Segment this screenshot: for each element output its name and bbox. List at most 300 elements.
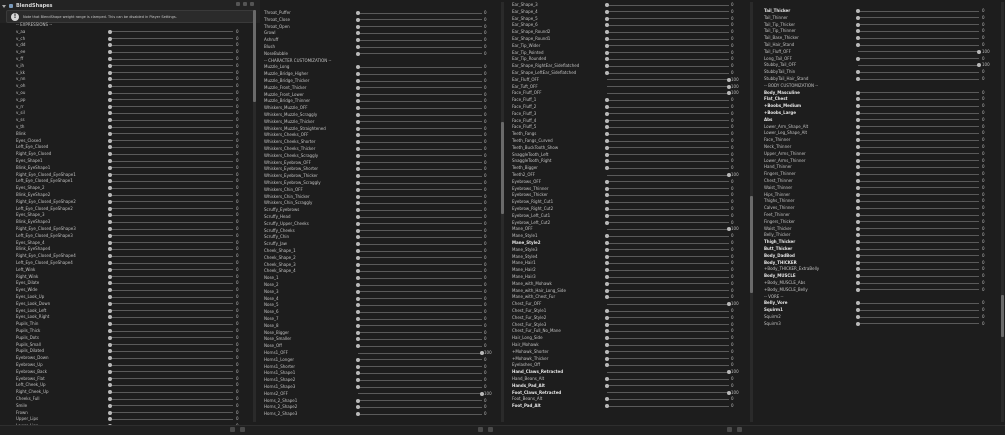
slider-track[interactable] [358, 128, 482, 129]
weight-value-field[interactable]: 0 [731, 348, 734, 354]
weight-value-field[interactable]: 0 [982, 35, 985, 41]
weight-value-field[interactable]: 0 [982, 252, 985, 258]
weight-value-field[interactable]: 0 [731, 212, 734, 218]
slider-handle[interactable] [356, 215, 360, 219]
blendshape-row[interactable] [512, 260, 748, 266]
blendshape-row[interactable] [764, 69, 1000, 75]
blendshape-row[interactable] [764, 287, 1000, 293]
slider-track[interactable] [358, 414, 482, 415]
blendshape-row[interactable] [512, 335, 748, 341]
slider-track[interactable] [858, 228, 979, 229]
slider-handle[interactable] [356, 18, 360, 22]
weight-value-field[interactable]: 0 [236, 328, 239, 333]
blendshape-row[interactable] [16, 178, 252, 184]
blendshape-row[interactable] [764, 56, 1000, 62]
slider-track[interactable] [358, 169, 482, 170]
blendshape-row[interactable] [16, 185, 252, 191]
weight-value-field[interactable]: 0 [484, 302, 487, 308]
weight-value-field[interactable]: 0 [982, 89, 985, 95]
weight-value-field[interactable]: 0 [236, 192, 239, 197]
slider-handle[interactable] [605, 357, 609, 361]
weight-value-field[interactable]: 0 [982, 157, 985, 163]
slider-track[interactable] [358, 298, 482, 299]
slider-handle[interactable] [356, 72, 360, 76]
blendshape-row[interactable] [764, 232, 1000, 238]
slider-handle[interactable] [108, 207, 112, 211]
slider-track[interactable] [607, 351, 729, 352]
slider-handle[interactable] [856, 70, 860, 74]
weight-value-field[interactable]: 0 [731, 199, 734, 205]
weight-value-field[interactable]: 0 [484, 404, 487, 410]
slider-handle[interactable] [356, 25, 360, 29]
blendshape-row[interactable] [16, 138, 252, 144]
weight-value-field[interactable]: 0 [236, 355, 239, 361]
slider-track[interactable] [858, 249, 979, 250]
weight-value-field[interactable]: 0 [982, 76, 985, 81]
slider-handle[interactable] [856, 9, 860, 13]
blendshape-row[interactable] [764, 253, 1000, 259]
weight-value-field[interactable]: 0 [484, 322, 487, 328]
blendshape-row[interactable] [764, 124, 1000, 130]
slider-handle[interactable] [108, 390, 112, 394]
slider-handle[interactable] [108, 363, 112, 367]
weight-value-field[interactable]: 0 [484, 309, 487, 315]
slider-track[interactable] [110, 181, 233, 182]
blendshape-row[interactable] [764, 15, 1000, 21]
slider-track[interactable] [110, 303, 233, 304]
weight-value-field[interactable]: 0 [484, 200, 487, 206]
blendshape-row[interactable] [16, 301, 252, 307]
weight-value-field[interactable]: 0 [236, 396, 239, 401]
scrollbar-2[interactable] [501, 2, 504, 422]
slider-handle[interactable] [605, 282, 609, 286]
weight-value-field[interactable]: 0 [731, 280, 734, 286]
slider-track[interactable] [358, 94, 482, 95]
blendshape-row[interactable] [16, 90, 252, 96]
slider-track[interactable] [607, 304, 729, 305]
blendshape-row[interactable] [764, 273, 1000, 279]
slider-track[interactable] [607, 222, 729, 223]
slider-track[interactable] [110, 65, 233, 66]
weight-value-field[interactable]: 0 [236, 49, 239, 55]
weight-value-field[interactable]: 0 [236, 266, 239, 272]
slider-handle[interactable] [108, 71, 112, 75]
weight-value-field[interactable]: 0 [982, 232, 985, 238]
blendshape-row[interactable] [512, 90, 748, 96]
slider-track[interactable] [358, 176, 482, 177]
weight-value-field[interactable]: 0 [731, 178, 734, 184]
weight-value-field[interactable]: 0 [982, 266, 985, 272]
blendshape-row[interactable] [764, 90, 1000, 96]
slider-handle[interactable] [108, 118, 112, 122]
slider-handle[interactable] [605, 98, 609, 102]
slider-track[interactable] [607, 365, 729, 366]
slider-handle[interactable] [605, 363, 609, 367]
weight-value-field[interactable]: 0 [484, 234, 487, 240]
slider-track[interactable] [858, 187, 979, 188]
slider-track[interactable] [358, 189, 482, 190]
weight-value-field[interactable]: 0 [731, 403, 734, 409]
weight-value-field[interactable]: 0 [236, 212, 239, 218]
weight-value-field[interactable]: 0 [731, 314, 734, 320]
blendshape-row[interactable] [512, 362, 748, 368]
slider-track[interactable] [858, 283, 979, 284]
slider-track[interactable] [358, 149, 482, 150]
slider-handle[interactable] [108, 152, 112, 156]
slider-handle[interactable] [856, 152, 860, 156]
weight-value-field[interactable]: 0 [484, 363, 487, 369]
weight-value-field[interactable]: 0 [236, 110, 239, 116]
slider-track[interactable] [110, 365, 233, 366]
weight-value-field[interactable]: 0 [982, 110, 985, 115]
weight-value-field[interactable]: 0 [731, 104, 734, 109]
blendshape-row[interactable] [512, 63, 748, 69]
blendshape-row[interactable] [764, 198, 1000, 204]
slider-track[interactable] [858, 255, 979, 256]
slider-handle[interactable] [356, 412, 360, 416]
slider-track[interactable] [110, 93, 233, 94]
slider-track[interactable] [358, 162, 482, 163]
slider-track[interactable] [110, 283, 233, 284]
blendshape-row[interactable] [512, 186, 748, 192]
slider-handle[interactable] [108, 200, 112, 204]
blendshape-row[interactable] [512, 288, 748, 294]
weight-value-field[interactable]: 0 [731, 253, 734, 259]
slider-handle[interactable] [856, 16, 860, 20]
weight-value-field[interactable]: 0 [484, 214, 487, 219]
blendshape-row[interactable] [764, 151, 1000, 157]
blendshape-row[interactable] [264, 384, 500, 390]
slider-track[interactable] [858, 289, 979, 290]
blendshape-row[interactable] [16, 83, 252, 89]
blendshape-row[interactable] [512, 131, 748, 137]
slider-handle[interactable] [108, 370, 112, 374]
scrollbar-4[interactable] [1001, 2, 1004, 422]
blendshape-row[interactable] [264, 302, 500, 308]
slider-track[interactable] [358, 366, 482, 367]
weight-value-field[interactable]: 0 [731, 267, 734, 273]
slider-track[interactable] [858, 133, 979, 134]
blendshape-row[interactable] [512, 396, 748, 402]
slider-handle[interactable] [356, 290, 360, 294]
weight-value-field[interactable]: 0 [484, 295, 487, 301]
weight-value-field[interactable]: 0 [484, 98, 487, 104]
blendshape-row[interactable] [16, 362, 252, 368]
slider-handle[interactable] [856, 213, 860, 217]
weight-value-field[interactable]: 0 [982, 212, 985, 217]
slider-handle[interactable] [356, 65, 360, 69]
weight-value-field[interactable]: 0 [731, 260, 734, 266]
lock-icon[interactable] [240, 427, 245, 432]
blendshape-row[interactable] [264, 92, 500, 98]
slider-track[interactable] [110, 229, 233, 230]
weight-value-field[interactable]: 0 [731, 63, 734, 69]
blendshape-row[interactable] [264, 228, 500, 234]
slider-track[interactable] [858, 221, 979, 222]
blendshape-row[interactable] [264, 234, 500, 240]
slider-handle[interactable] [108, 139, 112, 143]
slider-handle[interactable] [356, 99, 360, 103]
weight-value-field[interactable]: 0 [731, 274, 734, 279]
slider-track[interactable] [358, 353, 482, 354]
slider-track[interactable] [110, 147, 233, 148]
blendshape-row[interactable] [512, 281, 748, 287]
weight-value-field[interactable]: 0 [484, 105, 487, 111]
blendshape-row[interactable] [264, 221, 500, 227]
slider-track[interactable] [110, 140, 233, 141]
slider-track[interactable] [110, 215, 233, 216]
blendshape-row[interactable] [16, 355, 252, 361]
weight-value-field[interactable]: 0 [982, 164, 985, 170]
weight-value-field[interactable]: 0 [982, 69, 985, 75]
slider-handle[interactable] [605, 166, 609, 170]
slider-handle[interactable] [356, 337, 360, 341]
slider-track[interactable] [607, 100, 729, 101]
slider-track[interactable] [110, 344, 233, 345]
slider-track[interactable] [110, 235, 233, 236]
blendshape-row[interactable] [764, 226, 1000, 232]
slider-track[interactable] [858, 235, 979, 236]
weight-value-field[interactable]: 0 [731, 22, 734, 28]
slider-handle[interactable] [605, 159, 609, 163]
slider-handle[interactable] [108, 275, 112, 279]
slider-handle[interactable] [605, 17, 609, 21]
slider-track[interactable] [358, 332, 482, 333]
weight-value-field[interactable]: 0 [982, 259, 985, 265]
slider-track[interactable] [358, 40, 482, 41]
weight-value-field[interactable]: 0 [982, 103, 985, 109]
weight-value-field[interactable]: 0 [484, 227, 487, 233]
weight-value-field[interactable]: 0 [982, 239, 985, 245]
slider-handle[interactable] [605, 207, 609, 211]
blendshape-row[interactable] [264, 187, 500, 193]
blendshape-row[interactable] [264, 85, 500, 91]
slider-handle[interactable] [605, 295, 609, 299]
weight-value-field[interactable]: 0 [236, 28, 239, 34]
slider-track[interactable] [607, 25, 729, 26]
blendshape-row[interactable] [264, 316, 500, 322]
slider-handle[interactable] [108, 227, 112, 231]
slider-track[interactable] [358, 359, 482, 360]
blendshape-row[interactable] [264, 370, 500, 376]
blendshape-row[interactable] [16, 131, 252, 137]
slider-track[interactable] [358, 244, 482, 245]
blendshape-row[interactable] [512, 254, 748, 260]
blendshape-row[interactable] [512, 104, 748, 110]
weight-value-field[interactable]: 0 [731, 233, 734, 239]
weight-value-field[interactable]: 0 [236, 124, 239, 129]
blendshape-row[interactable] [512, 43, 748, 49]
slider-track[interactable] [607, 331, 729, 332]
slider-handle[interactable] [605, 336, 609, 340]
blendshape-row[interactable] [264, 248, 500, 254]
slider-handle[interactable] [108, 349, 112, 353]
slider-track[interactable] [358, 393, 482, 394]
weight-value-field[interactable]: 100 [731, 172, 739, 177]
slider-track[interactable] [110, 249, 233, 250]
blendshape-row[interactable] [764, 260, 1000, 266]
slider-handle[interactable] [856, 125, 860, 129]
lock-icon[interactable] [488, 427, 493, 432]
blendshape-row[interactable] [264, 10, 500, 16]
slider-handle[interactable] [356, 140, 360, 144]
slider-track[interactable] [358, 196, 482, 197]
weight-value-field[interactable]: 100 [731, 76, 739, 82]
blendshape-row[interactable] [512, 267, 748, 273]
blendshape-row[interactable] [512, 240, 748, 246]
slider-track[interactable] [358, 74, 482, 75]
slider-handle[interactable] [605, 268, 609, 272]
slider-track[interactable] [358, 285, 482, 286]
slider-track[interactable] [607, 263, 729, 264]
slider-handle[interactable] [108, 288, 112, 292]
slider-track[interactable] [607, 147, 729, 148]
slider-track[interactable] [607, 392, 729, 393]
slider-handle[interactable] [108, 315, 112, 319]
slider-track[interactable] [358, 346, 482, 347]
slider-track[interactable] [358, 210, 482, 211]
slider-track[interactable] [858, 242, 979, 243]
slider-handle[interactable] [356, 365, 360, 369]
slider-track[interactable] [358, 135, 482, 136]
weight-value-field[interactable]: 0 [731, 342, 734, 347]
blendshape-row[interactable] [512, 383, 748, 389]
slider-track[interactable] [110, 222, 233, 223]
slider-track[interactable] [110, 419, 233, 420]
slider-track[interactable] [358, 53, 482, 54]
weight-value-field[interactable]: 0 [484, 84, 487, 90]
blendshape-row[interactable] [16, 56, 252, 62]
settings-icon[interactable] [243, 2, 247, 6]
slider-track[interactable] [607, 79, 729, 80]
weight-value-field[interactable]: 0 [484, 159, 487, 165]
weight-value-field[interactable]: 0 [484, 282, 487, 287]
slider-track[interactable] [858, 215, 979, 216]
slider-handle[interactable] [356, 79, 360, 83]
slider-handle[interactable] [108, 173, 112, 177]
slider-track[interactable] [607, 338, 729, 339]
blendshape-row[interactable] [16, 158, 252, 164]
blendshape-row[interactable] [764, 28, 1000, 34]
slider-handle[interactable] [108, 193, 112, 197]
slider-handle[interactable] [356, 399, 360, 403]
slider-handle[interactable] [108, 343, 112, 347]
slider-handle[interactable] [856, 315, 860, 319]
slider-track[interactable] [358, 142, 482, 143]
slider-handle[interactable] [356, 378, 360, 382]
blendshape-row[interactable] [16, 76, 252, 82]
weight-value-field[interactable]: 0 [484, 152, 487, 158]
slider-handle[interactable] [605, 132, 609, 136]
slider-handle[interactable] [605, 289, 609, 293]
weight-value-field[interactable]: 0 [484, 193, 487, 199]
blendshape-row[interactable] [764, 280, 1000, 286]
blendshape-row[interactable] [16, 294, 252, 300]
slider-handle[interactable] [108, 322, 112, 326]
slider-track[interactable] [110, 188, 233, 189]
weight-value-field[interactable]: 0 [484, 316, 487, 321]
weight-value-field[interactable]: 0 [236, 164, 239, 170]
weight-value-field[interactable]: 0 [484, 50, 487, 56]
slider-handle[interactable] [108, 281, 112, 285]
more-menu-icon[interactable] [250, 2, 254, 6]
slider-track[interactable] [358, 278, 482, 279]
weight-value-field[interactable]: 100 [731, 369, 739, 375]
blendshape-row[interactable] [16, 403, 252, 409]
blendshape-row[interactable] [16, 206, 252, 212]
blendshape-row[interactable] [512, 322, 748, 328]
slider-handle[interactable] [856, 322, 860, 326]
weight-value-field[interactable]: 0 [731, 294, 734, 300]
slider-track[interactable] [110, 45, 233, 46]
weight-value-field[interactable]: 0 [484, 16, 487, 22]
blendshape-row[interactable] [264, 153, 500, 159]
slider-handle[interactable] [356, 331, 360, 335]
weight-value-field[interactable]: 0 [484, 64, 487, 70]
weight-value-field[interactable]: 0 [731, 144, 734, 150]
weight-value-field[interactable]: 0 [236, 226, 239, 231]
slider-track[interactable] [607, 297, 729, 298]
slider-handle[interactable] [356, 276, 360, 280]
weight-value-field[interactable]: 0 [731, 131, 734, 137]
slider-handle[interactable] [108, 111, 112, 115]
blendshape-row[interactable] [16, 104, 252, 110]
slider-handle[interactable] [356, 358, 360, 362]
slider-handle[interactable] [356, 283, 360, 287]
blendshape-row[interactable] [264, 282, 500, 288]
weight-value-field[interactable]: 0 [236, 389, 239, 395]
weight-value-field[interactable]: 0 [731, 240, 734, 245]
blendshape-row[interactable] [764, 178, 1000, 184]
slider-track[interactable] [358, 387, 482, 388]
scrollbar-thumb[interactable] [1001, 295, 1004, 337]
blendshape-row[interactable] [764, 300, 1000, 306]
slider-track[interactable] [110, 195, 233, 196]
blendshape-row[interactable] [512, 349, 748, 355]
slider-track[interactable] [607, 141, 729, 142]
slider-track[interactable] [858, 119, 979, 120]
slider-track[interactable] [607, 161, 729, 162]
weight-value-field[interactable]: 0 [484, 268, 487, 274]
blendshape-row[interactable] [512, 97, 748, 103]
slider-handle[interactable] [605, 384, 609, 388]
blendshape-row[interactable] [264, 71, 500, 77]
slider-handle[interactable] [856, 274, 860, 278]
blendshape-row[interactable] [512, 206, 748, 212]
slider-handle[interactable] [605, 3, 609, 7]
slider-handle[interactable] [605, 404, 609, 408]
slider-handle[interactable] [356, 208, 360, 212]
slider-track[interactable] [110, 371, 233, 372]
slider-track[interactable] [358, 271, 482, 272]
blendshape-row[interactable] [512, 56, 748, 62]
blendshape-row[interactable] [264, 275, 500, 281]
slider-track[interactable] [110, 317, 233, 318]
blendshape-row[interactable] [512, 390, 748, 396]
blendshape-row[interactable] [264, 241, 500, 247]
slider-track[interactable] [110, 99, 233, 100]
weight-value-field[interactable]: 0 [982, 150, 985, 156]
blendshape-row[interactable] [264, 364, 500, 370]
slider-handle[interactable] [356, 188, 360, 192]
blendshape-row[interactable] [512, 124, 748, 130]
weight-value-field[interactable]: 0 [484, 112, 487, 117]
slider-track[interactable] [607, 277, 729, 278]
slider-track[interactable] [858, 126, 979, 127]
blendshape-row[interactable] [16, 110, 252, 116]
blendshape-row[interactable] [264, 44, 500, 50]
foldout-arrow-icon[interactable] [2, 5, 6, 8]
